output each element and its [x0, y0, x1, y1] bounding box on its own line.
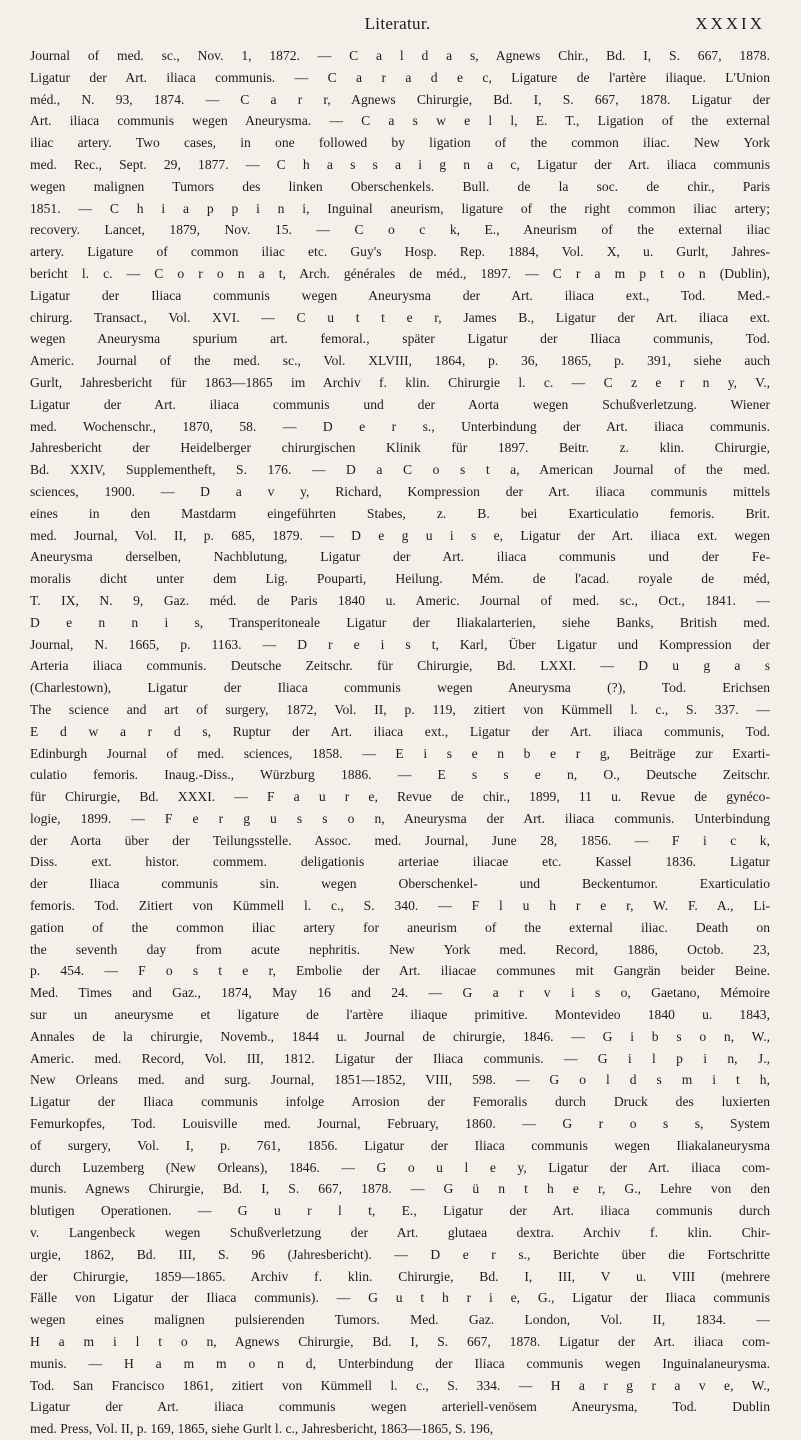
text-line: munis. — H a m m o n d, Unterbindung der Iliaca communis wegen Inguinalaneurysma. — [30, 1355, 770, 1371]
text-line: chirurg. Transact., Vol. XVI. — C u t t e r, James B., Ligatur der Art. iliaca ext. — [30, 309, 770, 325]
text-line: Arteria iliaca communis. Deutsche Zeitschr. für Chirurgie, Bd. LXXI. — D u g a s — [30, 658, 770, 674]
text-line: Tod. San Francisco 1861, zitiert von Kümmell l. c., S. 334. — H a r g r a v e, W., — [30, 1377, 770, 1393]
page-number: XXXIX — [695, 14, 765, 33]
text-line: med. Journal, Vol. II, p. 685, 1879. — D e g u i s e, Ligatur der Art. iliaca ext. wegen — [30, 527, 770, 543]
text-line: logie, 1899. — F e r g u s s o n, Aneurysma der Art. iliaca communis. Unterbindung — [30, 810, 770, 826]
text-line: blutigen Operationen. — G u r l t, E., Ligatur der Art. iliaca communis durch — [30, 1203, 770, 1219]
text-line: (Charlestown), Ligatur der Iliaca communis wegen Aneurysma (?), Tod. Erichsen — [30, 680, 770, 696]
text-line: p. 454. — F o s t e r, Embolie der Art. iliacae communes mit Gangrän beider Beine. — [30, 963, 770, 979]
text-line: bericht l. c. — C o r o n a t, Arch. générales de méd., 1897. — C r a m p t o n (Dublin), — [30, 265, 770, 281]
text-line: E d w a r d s, Ruptur der Art. iliaca ext., Ligatur der Art. iliaca communis, Tod. — [30, 723, 770, 739]
text-line: Americ. med. Record, Vol. III, 1812. Ligatur der Iliaca communis. — G i l p i n, J., — [30, 1050, 770, 1066]
text-line: Edinburgh Journal of med. sciences, 1858. — E i s e n b e r g, Beiträge zur Exarti- — [30, 745, 770, 761]
text-line: Journal, N. 1665, p. 1163. — D r e i s t, Karl, Über Ligatur und Kompression der — [30, 636, 770, 652]
text-line: durch Luzemberg (New Orleans), 1846. — G o u l e y, Ligatur der Art. iliaca com- — [30, 1159, 770, 1175]
text-line: der Chirurgie, 1859—1865. Archiv f. klin. Chirurgie, Bd. I, III, V u. VIII (mehrere — [30, 1268, 770, 1284]
text-line: Ligatur der Art. iliaca communis wegen arteriell-venösem Aneurysma, Tod. Dublin — [30, 1399, 770, 1415]
text-line: med. Rec., Sept. 29, 1877. — C h a s s a i g n a c, Ligatur der Art. iliaca communis — [30, 156, 770, 172]
text-line: Annales de la chirurgie, Novemb., 1844 u. Journal de chirurgie, 1846. — G i b s o n, W., — [30, 1028, 770, 1044]
text-line: wegen malignen Tumors des linken Oberschenkels. Bull. de la soc. de chir., Paris — [30, 178, 770, 194]
text-line: Ligatur der Iliaca communis infolge Arrosion der Femoralis durch Druck des luxierten — [30, 1094, 770, 1110]
text-line: The science and art of surgery, 1872, Vol. II, p. 119, zitiert von Kümmell l. c., S. 337. — — [30, 701, 770, 717]
text-line: für Chirurgie, Bd. XXXI. — F a u r e, Revue de chir., 1899, 11 u. Revue de gynéco- — [30, 789, 770, 805]
text-line: sciences, 1900. — D a v y, Richard, Kompression der Art. iliaca communis mittels — [30, 483, 770, 499]
text-line: Journal of med. sc., Nov. 1, 1872. — C a l d a s, Agnews Chir., Bd. I, S. 667, 1878. — [30, 48, 770, 63]
text-line: med. Press, Vol. II, p. 169, 1865, siehe Gurlt l. c., Jahresbericht, 1863—1865, S. 196, — [30, 1421, 494, 1437]
text-line: Diss. ext. histor. commem. deligationis arteriae iliacae etc. Kassel 1836. Ligatur — [30, 854, 770, 870]
text-line: recovery. Lancet, 1879, Nov. 15. — C o c k, E., Aneurism of the external iliac — [30, 222, 770, 238]
text-line: Fälle von Ligatur der Iliaca communis). — G u t h r i e, G., Ligatur der Iliaca communis — [30, 1290, 770, 1306]
text-line: Ligatur der Art. iliaca communis. — C a r a d e c, Ligature de l'artère iliaque. L'Union — [30, 69, 770, 85]
text-line: moralis dicht unter dem Lig. Pouparti, Heilung. Mém. de l'acad. royale de méd, — [30, 571, 770, 587]
text-line: Ligatur der Iliaca communis wegen Aneurysma der Art. iliaca ext., Tod. Med.- — [30, 287, 770, 303]
bibliography-text — [30, 45, 770, 1440]
text-line: eines in den Mastdarm eingeführten Stabes, z. B. bei Exarticulatio femoris. Brit. — [30, 505, 770, 521]
text-line: femoris. Tod. Zitiert von Kümmell l. c., S. 340. — F l u h r e r, W. F. A., Li- — [30, 898, 770, 914]
text-line: Art. iliaca communis wegen Aneurysma. — C a s w e l l, E. T., Ligation of the external — [30, 113, 770, 129]
text-line: sur un aneurysme et ligature de l'artère iliaque primitive. Montevideo 1840 u. 1843, — [30, 1007, 770, 1023]
text-line: Ligatur der Art. iliaca communis und der Aorta wegen Schußverletzung. Wiener — [30, 396, 770, 412]
text-line: urgie, 1862, Bd. III, S. 96 (Jahresbericht). — D e r s., Berichte über die Fortschritte — [30, 1246, 770, 1262]
text-line: 1851. — C h i a p p i n i, Inguinal aneurism, ligature of the right common iliac artery; — [30, 200, 770, 216]
text-line: culatio femoris. Inaug.-Diss., Würzburg 1886. — E s s e n, O., Deutsche Zeitschr. — [30, 767, 770, 783]
text-line: Bd. XXIV, Supplementheft, S. 176. — D a C o s t a, American Journal of the med. — [30, 462, 770, 478]
text-line: der Aorta über der Teilungsstelle. Assoc. med. Journal, June 28, 1856. — F i c k, — [30, 832, 770, 848]
text-line: artery. Ligature of common iliac etc. Guy's Hosp. Rep. 1884, Vol. X, u. Gurlt, Jahres- — [30, 244, 770, 260]
text-line: der Iliaca communis sin. wegen Oberschenkel- und Beckentumor. Exarticulatio — [30, 876, 770, 892]
text-line: of surgery, Vol. I, p. 761, 1856. Ligatur der Iliaca communis wegen Iliakalaneurysma — [30, 1137, 770, 1153]
text-line: New Orleans med. and surg. Journal, 1851—1852, VIII, 598. — G o l d s m i t h, — [30, 1072, 770, 1088]
text-line: D e n n i s, Transperitoneale Ligatur der Iliakalarterien, siehe Banks, British med. — [30, 614, 770, 630]
text-line: munis. Agnews Chirurgie, Bd. I, S. 667, 1878. — G ü n t h e r, G., Lehre von den — [30, 1181, 770, 1197]
text-line: Med. Times and Gaz., 1874, May 16 and 24. — G a r v i s o, Gaetano, Mémoire — [30, 985, 770, 1001]
text-line: Femurkopfes, Tod. Louisville med. Journal, February, 1860. — G r o s s, System — [30, 1116, 770, 1132]
text-line: wegen eines malignen pulsierenden Tumors. Med. Gaz. London, Vol. II, 1834. — — [30, 1312, 770, 1328]
text-line: Americ. Journal of the med. sc., Vol. XLVIII, 1864, p. 36, 1865, p. 391, siehe auch — [30, 353, 770, 369]
text-line: gation of the common iliac artery for aneurism of the external iliac. Death on — [30, 919, 770, 935]
text-line: wegen Aneurysma spurium art. femoral., später Ligatur der Iliaca communis, Tod. — [30, 331, 770, 347]
text-line: T. IX, N. 9, Gaz. méd. de Paris 1840 u. Americ. Journal of med. sc., Oct., 1841. — — [30, 592, 770, 608]
text-line: Jahresbericht der Heidelberger chirurgischen Klinik für 1897. Beitr. z. klin. Chirurgie, — [30, 440, 770, 456]
text-line: Gurlt, Jahresbericht für 1863—1865 im Archiv f. klin. Chirurgie l. c. — C z e r n y, V., — [30, 374, 770, 390]
text-line: Aneurysma derselben, Nachblutung, Ligatur der Art. iliaca communis und der Fe- — [30, 549, 770, 565]
page-header — [30, 10, 765, 40]
text-line: méd., N. 93, 1874. — C a r r, Agnews Chirurgie, Bd. I, S. 667, 1878. Ligatur der — [30, 91, 770, 107]
text-line: med. Wochenschr., 1870, 58. — D e r s., Unterbindung der Art. iliaca communis. — [30, 418, 770, 434]
text-line: iliac artery. Two cases, in one followed by ligation of the common iliac. New York — [30, 135, 770, 151]
text-line: v. Langenbeck wegen Schußverletzung der Art. glutaea dextra. Archiv f. klin. Chir- — [30, 1225, 770, 1241]
text-line: H a m i l t o n, Agnews Chirurgie, Bd. I, S. 667, 1878. Ligatur der Art. iliaca com- — [30, 1334, 770, 1350]
running-title: Literatur. — [364, 14, 431, 33]
text-line: the seventh day from acute nephritis. New York med. Record, 1886, Octob. 23, — [30, 941, 770, 957]
